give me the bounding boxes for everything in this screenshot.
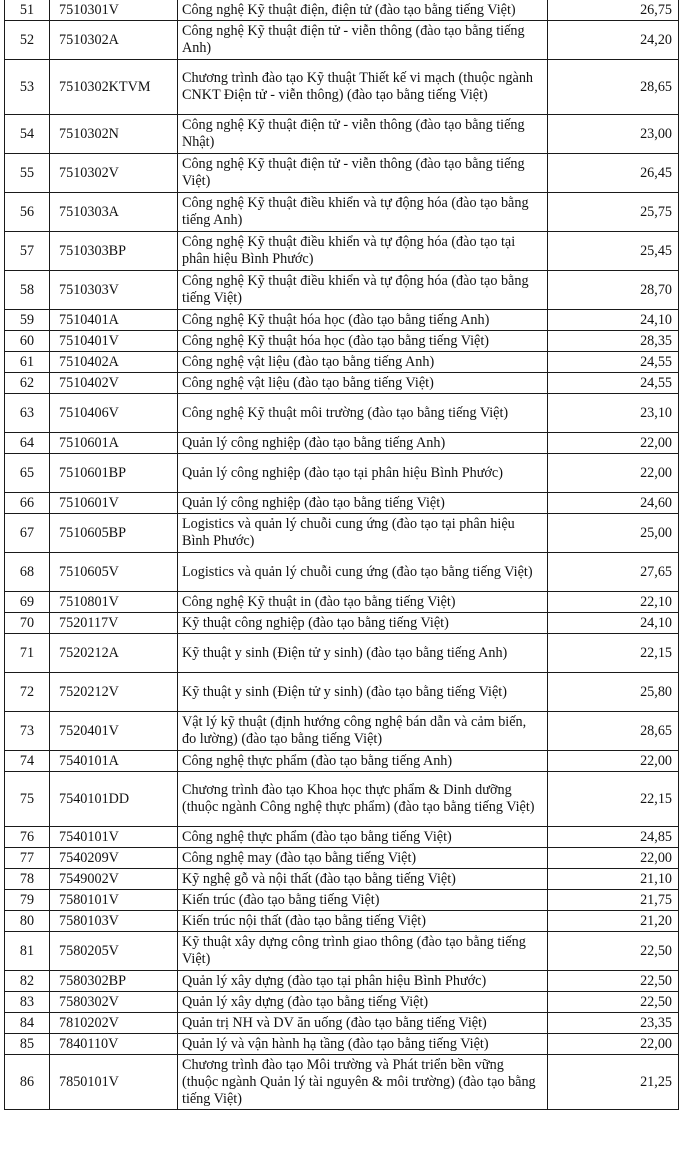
program-code: 7510303BP xyxy=(50,232,178,271)
table-row xyxy=(5,352,679,373)
program-name: Kỹ thuật y sinh (Điện tử y sinh) (đào tạo bằng tiếng Anh) xyxy=(178,634,548,673)
row-number: 84 xyxy=(5,1013,50,1034)
table-row xyxy=(5,911,679,932)
row-number: 85 xyxy=(5,1034,50,1055)
table-row xyxy=(5,1034,679,1055)
program-name: Kiến trúc nội thất (đào tạo bằng tiếng Việt) xyxy=(178,911,548,932)
program-name: Chương trình đào tạo Khoa học thực phẩm & Dinh dưỡng (thuộc ngành Công nghệ thực phẩm) (đào tạo bằng tiếng Việt) xyxy=(178,772,548,827)
admission-score: 28,70 xyxy=(548,271,679,310)
table-row xyxy=(5,454,679,493)
admission-score: 22,15 xyxy=(548,772,679,827)
table-row xyxy=(5,373,679,394)
program-code: 7580101V xyxy=(50,890,178,911)
program-name: Công nghệ vật liệu (đào tạo bằng tiếng Anh) xyxy=(178,352,548,373)
program-name: Quản lý xây dựng (đào tạo bằng tiếng Việt) xyxy=(178,992,548,1013)
row-number: 52 xyxy=(5,21,50,60)
row-number: 77 xyxy=(5,848,50,869)
program-code: 7520212V xyxy=(50,673,178,712)
program-name: Công nghệ Kỹ thuật hóa học (đào tạo bằng tiếng Anh) xyxy=(178,310,548,331)
admission-score: 22,00 xyxy=(548,454,679,493)
program-name: Logistics và quản lý chuỗi cung ứng (đào tạo bằng tiếng Việt) xyxy=(178,553,548,592)
program-code: 7520401V xyxy=(50,712,178,751)
program-code: 7510402V xyxy=(50,373,178,394)
table-row xyxy=(5,394,679,433)
admission-score: 24,10 xyxy=(548,310,679,331)
program-code: 7540101A xyxy=(50,751,178,772)
row-number: 55 xyxy=(5,154,50,193)
program-code: 7540101DD xyxy=(50,772,178,827)
row-number: 76 xyxy=(5,827,50,848)
program-code: 7510301V xyxy=(50,0,178,21)
program-name: Quản lý công nghiệp (đào tạo bằng tiếng Anh) xyxy=(178,433,548,454)
program-code: 7580302V xyxy=(50,992,178,1013)
row-number: 66 xyxy=(5,493,50,514)
program-name: Công nghệ Kỹ thuật điều khiển và tự động hóa (đào tạo bằng tiếng Việt) xyxy=(178,271,548,310)
program-name: Quản trị NH và DV ăn uống (đào tạo bằng tiếng Việt) xyxy=(178,1013,548,1034)
program-code: 7520212A xyxy=(50,634,178,673)
admission-score: 21,10 xyxy=(548,869,679,890)
row-number: 53 xyxy=(5,60,50,115)
admission-score: 24,55 xyxy=(548,373,679,394)
table-row xyxy=(5,634,679,673)
program-name: Chương trình đào tạo Môi trường và Phát triển bền vững (thuộc ngành Quản lý tài nguyên & môi trường) (đào tạo bằng tiếng Việt) xyxy=(178,1055,548,1110)
table-row xyxy=(5,673,679,712)
admission-score: 28,65 xyxy=(548,712,679,751)
program-name: Công nghệ Kỹ thuật môi trường (đào tạo bằng tiếng Việt) xyxy=(178,394,548,433)
program-name: Công nghệ Kỹ thuật điều khiển và tự động hóa (đào tạo bằng tiếng Anh) xyxy=(178,193,548,232)
admission-score: 21,75 xyxy=(548,890,679,911)
admission-score: 22,10 xyxy=(548,592,679,613)
program-name: Quản lý xây dựng (đào tạo tại phân hiệu Bình Phước) xyxy=(178,971,548,992)
admission-score: 25,45 xyxy=(548,232,679,271)
program-name: Công nghệ Kỹ thuật hóa học (đào tạo bằng tiếng Việt) xyxy=(178,331,548,352)
row-number: 60 xyxy=(5,331,50,352)
row-number: 73 xyxy=(5,712,50,751)
row-number: 59 xyxy=(5,310,50,331)
admission-score: 22,50 xyxy=(548,932,679,971)
program-code: 7510801V xyxy=(50,592,178,613)
admission-score: 22,00 xyxy=(548,433,679,454)
row-number: 64 xyxy=(5,433,50,454)
program-code: 7510605BP xyxy=(50,514,178,553)
table-row xyxy=(5,1055,679,1110)
program-code: 7850101V xyxy=(50,1055,178,1110)
table-row xyxy=(5,271,679,310)
program-name: Quản lý và vận hành hạ tầng (đào tạo bằng tiếng Việt) xyxy=(178,1034,548,1055)
row-number: 57 xyxy=(5,232,50,271)
row-number: 86 xyxy=(5,1055,50,1110)
program-name: Công nghệ thực phẩm (đào tạo bằng tiếng Việt) xyxy=(178,827,548,848)
row-number: 80 xyxy=(5,911,50,932)
table-row xyxy=(5,493,679,514)
table-row xyxy=(5,21,679,60)
table-row xyxy=(5,712,679,751)
row-number: 83 xyxy=(5,992,50,1013)
table-row xyxy=(5,331,679,352)
admission-score: 22,50 xyxy=(548,992,679,1013)
program-code: 7510601A xyxy=(50,433,178,454)
row-number: 81 xyxy=(5,932,50,971)
row-number: 67 xyxy=(5,514,50,553)
table-row xyxy=(5,992,679,1013)
table-row xyxy=(5,592,679,613)
program-name: Kỹ nghệ gỗ và nội thất (đào tạo bằng tiếng Việt) xyxy=(178,869,548,890)
admission-score: 25,80 xyxy=(548,673,679,712)
program-name: Kỹ thuật công nghiệp (đào tạo bằng tiếng Việt) xyxy=(178,613,548,634)
row-number: 68 xyxy=(5,553,50,592)
program-name: Quản lý công nghiệp (đào tạo bằng tiếng Việt) xyxy=(178,493,548,514)
program-name: Kiến trúc (đào tạo bằng tiếng Việt) xyxy=(178,890,548,911)
table-row xyxy=(5,827,679,848)
row-number: 72 xyxy=(5,673,50,712)
admission-score: 24,20 xyxy=(548,21,679,60)
table-row xyxy=(5,553,679,592)
table-body xyxy=(5,0,679,1110)
table-row xyxy=(5,193,679,232)
program-name: Công nghệ Kỹ thuật in (đào tạo bằng tiếng Việt) xyxy=(178,592,548,613)
admission-score: 22,50 xyxy=(548,971,679,992)
program-code: 7549002V xyxy=(50,869,178,890)
row-number: 56 xyxy=(5,193,50,232)
program-code: 7520117V xyxy=(50,613,178,634)
program-name: Công nghệ Kỹ thuật điều khiển và tự động hóa (đào tạo tại phân hiệu Bình Phước) xyxy=(178,232,548,271)
table-row xyxy=(5,433,679,454)
row-number: 70 xyxy=(5,613,50,634)
admission-score: 22,00 xyxy=(548,1034,679,1055)
row-number: 71 xyxy=(5,634,50,673)
table-row xyxy=(5,310,679,331)
admission-score: 28,35 xyxy=(548,331,679,352)
admission-score: 24,55 xyxy=(548,352,679,373)
admission-score: 23,10 xyxy=(548,394,679,433)
admission-score: 23,00 xyxy=(548,115,679,154)
admission-score: 22,00 xyxy=(548,751,679,772)
row-number: 82 xyxy=(5,971,50,992)
admission-score: 24,60 xyxy=(548,493,679,514)
row-number: 61 xyxy=(5,352,50,373)
admission-score: 26,75 xyxy=(548,0,679,21)
program-name: Logistics và quản lý chuỗi cung ứng (đào tạo tại phân hiệu Bình Phước) xyxy=(178,514,548,553)
program-code: 7510401A xyxy=(50,310,178,331)
program-code: 7510601BP xyxy=(50,454,178,493)
table-row xyxy=(5,772,679,827)
program-name: Công nghệ Kỹ thuật điện tử - viễn thông (đào tạo bằng tiếng Nhật) xyxy=(178,115,548,154)
program-code: 7510302A xyxy=(50,21,178,60)
row-number: 58 xyxy=(5,271,50,310)
row-number: 78 xyxy=(5,869,50,890)
program-code: 7580302BP xyxy=(50,971,178,992)
program-code: 7840110V xyxy=(50,1034,178,1055)
program-name: Chương trình đào tạo Kỹ thuật Thiết kế vi mạch (thuộc ngành CNKT Điện tử - viễn thông) (đào tạo bằng tiếng Việt) xyxy=(178,60,548,115)
table-row xyxy=(5,115,679,154)
table-row xyxy=(5,60,679,115)
row-number: 63 xyxy=(5,394,50,433)
admission-score: 21,20 xyxy=(548,911,679,932)
program-code: 7810202V xyxy=(50,1013,178,1034)
table-row xyxy=(5,613,679,634)
admission-score: 27,65 xyxy=(548,553,679,592)
program-code: 7510401V xyxy=(50,331,178,352)
admission-score: 26,45 xyxy=(548,154,679,193)
program-code: 7510406V xyxy=(50,394,178,433)
program-name: Kỹ thuật xây dựng công trình giao thông (đào tạo bằng tiếng Việt) xyxy=(178,932,548,971)
table-row xyxy=(5,848,679,869)
admission-score: 24,85 xyxy=(548,827,679,848)
row-number: 62 xyxy=(5,373,50,394)
program-name: Công nghệ Kỹ thuật điện tử - viễn thông (đào tạo bằng tiếng Anh) xyxy=(178,21,548,60)
admission-score-table xyxy=(4,0,679,1110)
table-row xyxy=(5,971,679,992)
program-name: Công nghệ vật liệu (đào tạo bằng tiếng Việt) xyxy=(178,373,548,394)
table-row xyxy=(5,154,679,193)
table-row xyxy=(5,0,679,21)
admission-score-table-container xyxy=(4,0,678,1110)
table-row xyxy=(5,514,679,553)
row-number: 54 xyxy=(5,115,50,154)
program-name: Vật lý kỹ thuật (định hướng công nghệ bán dẫn và cảm biến, đo lường) (đào tạo bằng tiếng Việt) xyxy=(178,712,548,751)
table-row xyxy=(5,751,679,772)
table-row xyxy=(5,932,679,971)
row-number: 69 xyxy=(5,592,50,613)
program-code: 7510302V xyxy=(50,154,178,193)
program-name: Công nghệ Kỹ thuật điện, điện tử (đào tạo bằng tiếng Việt) xyxy=(178,0,548,21)
program-name: Quản lý công nghiệp (đào tạo tại phân hiệu Bình Phước) xyxy=(178,454,548,493)
program-code: 7510402A xyxy=(50,352,178,373)
row-number: 75 xyxy=(5,772,50,827)
program-code: 7510302KTVM xyxy=(50,60,178,115)
program-code: 7510303A xyxy=(50,193,178,232)
program-name: Công nghệ thực phẩm (đào tạo bằng tiếng Anh) xyxy=(178,751,548,772)
admission-score: 23,35 xyxy=(548,1013,679,1034)
program-code: 7580103V xyxy=(50,911,178,932)
admission-score: 22,00 xyxy=(548,848,679,869)
table-row xyxy=(5,1013,679,1034)
table-row xyxy=(5,232,679,271)
program-code: 7510303V xyxy=(50,271,178,310)
program-name: Kỹ thuật y sinh (Điện tử y sinh) (đào tạo bằng tiếng Việt) xyxy=(178,673,548,712)
admission-score: 25,00 xyxy=(548,514,679,553)
program-code: 7540209V xyxy=(50,848,178,869)
admission-score: 21,25 xyxy=(548,1055,679,1110)
program-code: 7580205V xyxy=(50,932,178,971)
row-number: 65 xyxy=(5,454,50,493)
row-number: 79 xyxy=(5,890,50,911)
table-row xyxy=(5,869,679,890)
program-code: 7510605V xyxy=(50,553,178,592)
admission-score: 25,75 xyxy=(548,193,679,232)
admission-score: 28,65 xyxy=(548,60,679,115)
program-name: Công nghệ may (đào tạo bằng tiếng Việt) xyxy=(178,848,548,869)
admission-score: 24,10 xyxy=(548,613,679,634)
program-code: 7540101V xyxy=(50,827,178,848)
row-number: 51 xyxy=(5,0,50,21)
admission-score: 22,15 xyxy=(548,634,679,673)
table-row xyxy=(5,890,679,911)
program-code: 7510302N xyxy=(50,115,178,154)
row-number: 74 xyxy=(5,751,50,772)
program-code: 7510601V xyxy=(50,493,178,514)
program-name: Công nghệ Kỹ thuật điện tử - viễn thông (đào tạo bằng tiếng Việt) xyxy=(178,154,548,193)
